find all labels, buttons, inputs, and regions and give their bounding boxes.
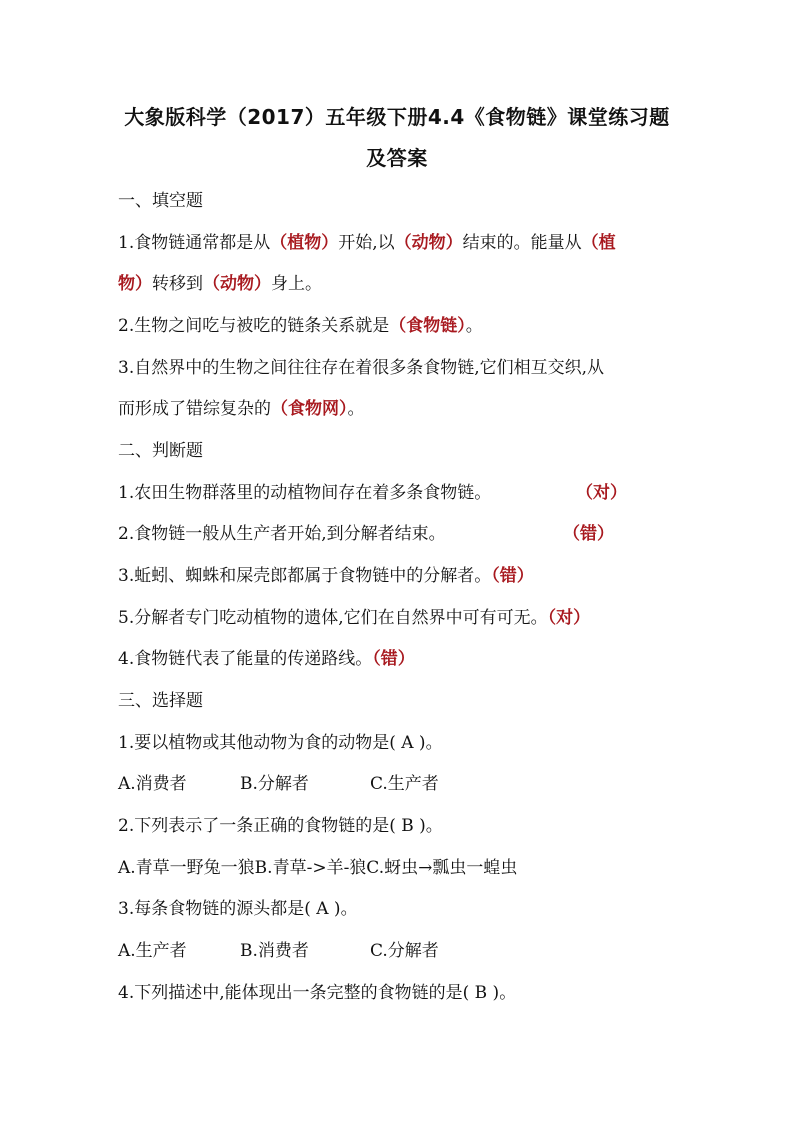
- answer-text: （动物）: [394, 233, 463, 253]
- answer-text: （错）: [372, 649, 415, 669]
- question-text: 身上。: [271, 274, 322, 294]
- option-a: A.消费者: [118, 774, 187, 794]
- answer-text: （错）: [563, 524, 614, 544]
- document-title: 大象版科学（2017）五年级下册4.4《食物链》课堂练习题: [124, 105, 670, 129]
- section-heading-fill-blank: 一、填空题: [118, 191, 203, 211]
- answer-text: （对）: [547, 608, 591, 628]
- question-text: 而形成了错综复杂的: [118, 399, 271, 419]
- answer-text: 物）: [118, 274, 152, 294]
- question-text: 1.农田生物群落里的动植物间存在着多条食物链。: [118, 483, 492, 503]
- judge-question-4: [118, 648, 688, 670]
- answer-text: （植物）: [270, 233, 339, 253]
- judge-question-5: [118, 607, 688, 629]
- judge-question-3: [118, 565, 688, 587]
- answer-text: （食物网）: [271, 399, 348, 419]
- question-text: 转移到: [152, 274, 203, 294]
- option-c: C.分解者: [370, 941, 439, 961]
- choice-question-3: 3.每条食物链的源头都是( A )。: [118, 899, 358, 919]
- question-text: 结束的。能量从: [462, 233, 582, 253]
- answer-text: （对）: [576, 483, 627, 503]
- question-text: 4.食物链代表了能量的传递路线。: [118, 649, 373, 669]
- choice-question-4: 4.下列描述中,能体现出一条完整的食物链的是( B )。: [118, 983, 517, 1003]
- answer-text: （动物）: [203, 274, 271, 294]
- document-title-continued: 及答案: [366, 146, 428, 170]
- question-text: 2.食物链一般从生产者开始,到分解者结束。: [118, 524, 446, 544]
- fill-blank-question-1-continued: [118, 273, 688, 295]
- section-heading-judge: 二、判断题: [118, 441, 203, 461]
- choice-question-2: 2.下列表示了一条正确的食物链的是( B )。: [118, 816, 443, 836]
- question-text: 2.生物之间吃与被吃的链条关系就是: [118, 316, 390, 336]
- question-text: 。: [347, 399, 365, 419]
- judge-question-2: [118, 523, 688, 545]
- answer-text: （植: [581, 233, 616, 253]
- section-heading-choice: 三、选择题: [118, 691, 203, 711]
- option-c: C.生产者: [370, 774, 439, 794]
- fill-blank-question-1: [118, 232, 688, 254]
- fill-blank-question-2: [118, 315, 688, 337]
- answer-text: （食物链）: [389, 316, 466, 336]
- option-b: B.分解者: [240, 774, 309, 794]
- question-text: 3.蚯蚓、蜘蛛和屎壳郎都属于食物链中的分解者。: [118, 566, 492, 586]
- question-text: 开始,以: [338, 233, 395, 253]
- question-text: 。: [465, 316, 483, 336]
- fill-blank-question-3-continued: [118, 398, 688, 420]
- option-b: B.消费者: [240, 941, 309, 961]
- judge-question-1: [118, 482, 688, 504]
- question-text: 1.食物链通常都是从: [118, 233, 271, 253]
- question-text: 5.分解者专门吃动植物的遗体,它们在自然界中可有可无。: [118, 608, 548, 628]
- option-a: A.生产者: [118, 941, 187, 961]
- choice-question-2-options: A.青草一野兔一狼B.青草->羊-狼C.蚜虫→瓢虫一蝗虫: [118, 858, 518, 878]
- choice-question-1: 1.要以植物或其他动物为食的动物是( A )。: [118, 733, 443, 753]
- fill-blank-question-3: 3.自然界中的生物之间往往存在着很多条食物链,它们相互交织,从: [118, 358, 605, 378]
- answer-text: （错）: [491, 566, 534, 586]
